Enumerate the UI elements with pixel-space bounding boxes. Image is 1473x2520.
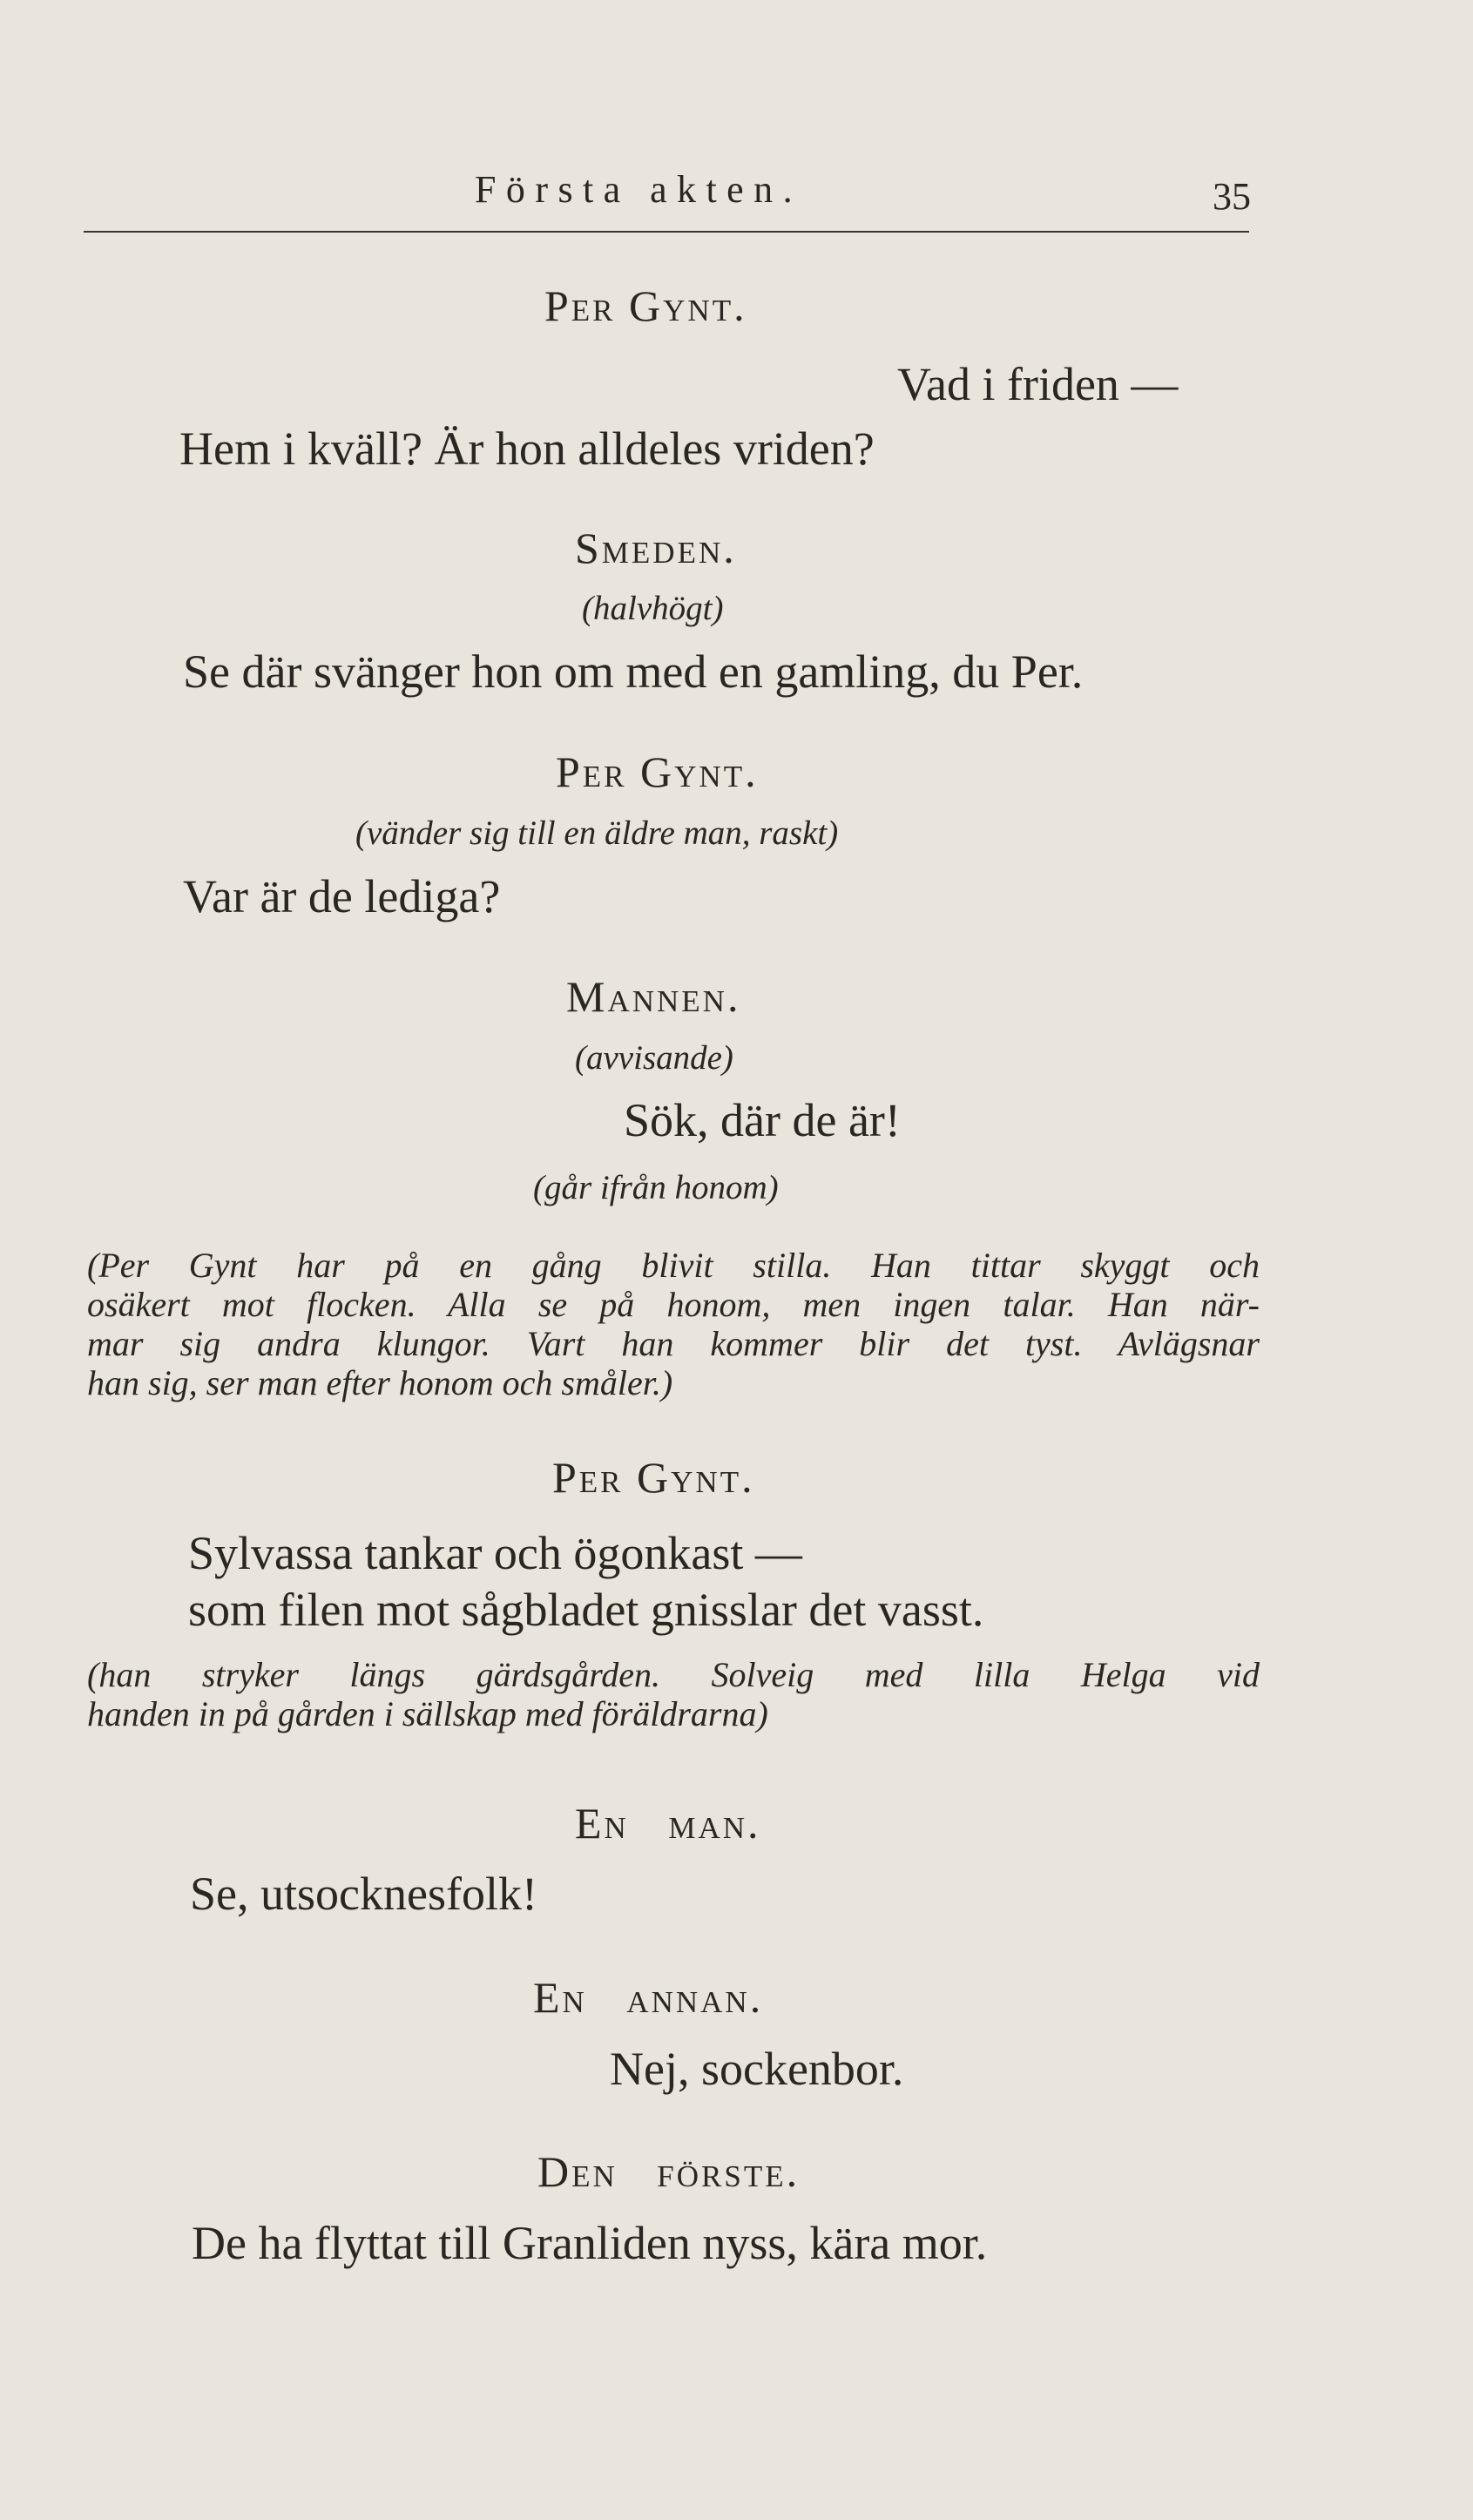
stage-direction-line: handen in på gården i sällskap med föräldrarna)	[87, 1694, 768, 1733]
stage-direction-paragraph	[87, 1655, 1260, 1733]
stage-direction-paragraph	[87, 1246, 1260, 1402]
stage-direction-line: (han stryker längs gärdsgården. Solveig med lilla Helga vid	[87, 1655, 1260, 1694]
speaker-mannen: Mannen.	[566, 972, 741, 1021]
stage-direction: (halvhögt)	[582, 590, 724, 627]
speaker-en-man: En man.	[575, 1799, 761, 1848]
verse-line: Sylvassa tankar och ögonkast —	[188, 1527, 802, 1579]
verse-line: Nej, sockenbor.	[610, 2043, 904, 2095]
speaker-den-forste: Den förste.	[537, 2147, 801, 2196]
verse-line: Se, utsocknesfolk!	[190, 1868, 537, 1920]
speaker-per-gynt: Per Gynt.	[552, 1453, 755, 1502]
verse-line: Se där svänger hon om med en gamling, du Per.	[183, 645, 1084, 698]
verse-line: Sök, där de är!	[624, 1094, 901, 1146]
verse-line: Hem i kväll? Är hon alldeles vriden?	[179, 422, 875, 475]
stage-direction: (avvisande)	[575, 1039, 733, 1077]
verse-line: De ha flyttat till Granliden nyss, kära mor.	[192, 2217, 988, 2269]
speaker-en-annan: En annan.	[533, 1973, 764, 2022]
stage-direction: (vänder sig till en äldre man, raskt)	[355, 814, 839, 852]
verse-line: Vad i friden —	[897, 358, 1179, 410]
stage-direction-line: han sig, ser man efter honom och småler.)	[87, 1363, 673, 1402]
running-head: Första akten.	[475, 168, 803, 211]
speaker-smeden: Smeden.	[575, 524, 737, 572]
stage-direction-line: osäkert mot flocken. Alla se på honom, men ingen talar. Han när-	[87, 1285, 1260, 1324]
stage-direction-line: (Per Gynt har på en gång blivit stilla. Han tittar skyggt och	[87, 1246, 1260, 1285]
verse-line: som filen mot sågbladet gnisslar det vasst.	[188, 1584, 984, 1636]
stage-direction-line: mar sig andra klungor. Vart han kommer blir det tyst. Avlägsnar	[87, 1324, 1260, 1363]
stage-direction: (går ifrån honom)	[533, 1169, 779, 1206]
speaker-per-gynt: Per Gynt.	[544, 281, 747, 330]
speaker-per-gynt: Per Gynt.	[556, 747, 759, 796]
page-number: 35	[1213, 175, 1251, 218]
verse-line: Var är de lediga?	[183, 870, 501, 922]
header-rule	[84, 231, 1249, 233]
